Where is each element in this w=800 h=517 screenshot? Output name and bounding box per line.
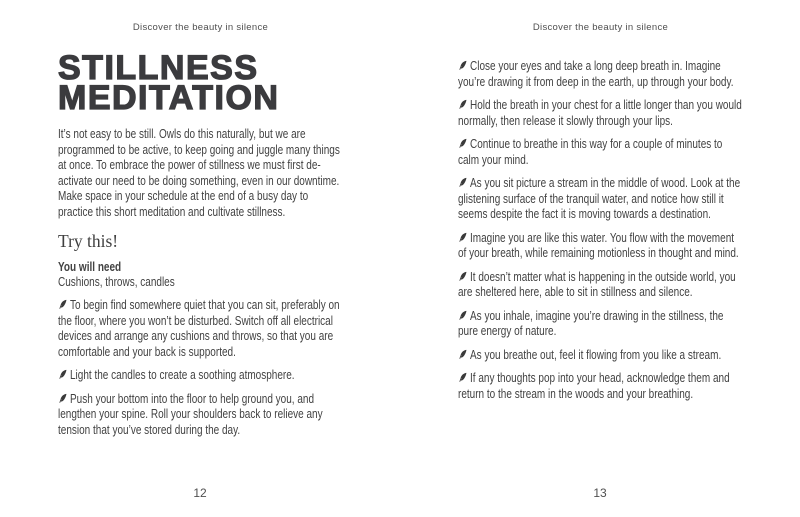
feather-icon: [458, 271, 468, 282]
page-number: 12: [193, 486, 207, 500]
feather-icon: [458, 138, 468, 149]
you-will-need-items: Cushions, throws, candles: [58, 275, 175, 289]
step-text: Continue to breathe in this way for a couple of minutes to calm your mind.: [458, 137, 723, 167]
page-title-line-2: MEDITATION: [58, 79, 280, 117]
page-number: 13: [593, 486, 607, 500]
feather-icon: [458, 60, 468, 71]
meditation-step: [58, 298, 343, 360]
meditation-step: [458, 309, 743, 340]
you-will-need-label: You will need: [58, 260, 122, 274]
step-text: Close your eyes and take a long deep breath in. Imagine you’re drawing it from deep in the earth, up through your body.: [458, 59, 734, 89]
feather-icon: [458, 349, 468, 360]
feather-icon: [458, 232, 468, 243]
meditation-step: [458, 98, 743, 129]
feather-icon: [58, 369, 68, 380]
meditation-step: [58, 368, 343, 384]
running-head: Discover the beauty in silence: [532, 22, 669, 33]
step-text: If any thoughts pop into your head, acknowledge them and return to the stream in the woods and your breathing.: [458, 371, 730, 401]
page-title: [58, 49, 343, 117]
meditation-step: [458, 176, 743, 223]
step-text: As you breathe out, feel it flowing from you like a stream.: [470, 347, 722, 362]
feather-icon: [58, 393, 68, 404]
right-page: [400, 0, 800, 517]
meditation-step: [458, 371, 743, 402]
intro-paragraph: It’s not easy to be still. Owls do this naturally, but we are programmed to be active, to keep going and juggle many things at once. To embrace the power of stillness we must first de-activate our need to be doing something, even in our downtime. Make space in your schedule at the end of a busy day to practice this short meditation and cultivate stillness.: [58, 127, 340, 219]
step-text: It doesn’t matter what is happening in the outside world, you are sheltered here, able to sit in stillness and silence.: [458, 269, 736, 299]
step-text: As you inhale, imagine you’re drawing in the stillness, the pure energy of nature.: [458, 308, 724, 338]
meditation-step: [58, 392, 343, 439]
step-text: Light the candles to create a soothing atmosphere.: [70, 368, 295, 382]
meditation-step: [458, 270, 743, 301]
running-head: Discover the beauty in silence: [132, 22, 269, 33]
try-this-heading: Try this!: [58, 231, 119, 251]
feather-icon: [458, 372, 468, 383]
you-will-need-block: [58, 260, 343, 290]
step-text: As you sit picture a stream in the middle of wood. Look at the glistening surface of the tranquil water, and notice how still it seems despite the fact it is moving towards a destination.: [458, 176, 741, 221]
step-text: Hold the breath in your chest for a little longer than you would normally, then release it slowly through your lips.: [458, 98, 742, 128]
page-title-line-1: STILLNESS: [58, 49, 259, 87]
step-text: To begin find somewhere quiet that you can sit, preferably on the floor, where you won’t be disturbed. Switch off all electrical devices and arrange any cushions and throws, so that you are comfortable and your back is supported.: [58, 298, 340, 359]
meditation-step: [458, 231, 743, 262]
feather-icon: [458, 310, 468, 321]
feather-icon: [458, 177, 468, 188]
meditation-step: [458, 137, 743, 168]
meditation-step: [458, 59, 743, 90]
step-text: Push your bottom into the floor to help ground you, and lengthen your spine. Roll your shoulders back to relieve any tension that you’ve stored during the day.: [58, 391, 323, 437]
feather-icon: [58, 299, 68, 310]
feather-icon: [458, 99, 468, 110]
meditation-step: [458, 348, 743, 364]
step-text: Imagine you are like this water. You flow with the movement of your breath, while remaining motionless in thought and mind.: [458, 230, 739, 260]
